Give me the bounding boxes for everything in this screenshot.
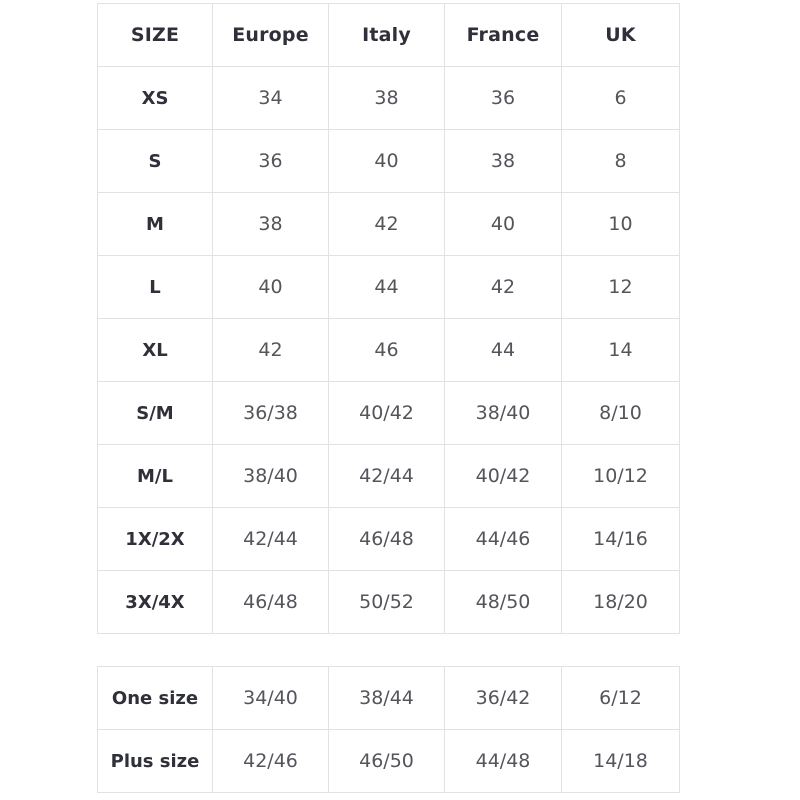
italy-value: 40/42	[329, 382, 445, 445]
europe-value: 46/48	[213, 571, 329, 634]
france-value: 44/46	[445, 508, 562, 571]
uk-value: 6/12	[562, 667, 680, 730]
table-row-xl	[98, 319, 680, 382]
uk-value: 14/18	[562, 730, 680, 793]
france-value: 42	[445, 256, 562, 319]
column-header-europe: Europe	[213, 4, 329, 67]
europe-value: 42/46	[213, 730, 329, 793]
italy-value: 44	[329, 256, 445, 319]
uk-value: 14	[562, 319, 680, 382]
europe-value: 38/40	[213, 445, 329, 508]
table-row-xs	[98, 67, 680, 130]
size-label: L	[98, 256, 213, 319]
italy-value: 38/44	[329, 667, 445, 730]
table-row-plus-size	[98, 730, 680, 793]
france-value: 48/50	[445, 571, 562, 634]
size-label: 1X/2X	[98, 508, 213, 571]
size-label: XS	[98, 67, 213, 130]
france-value: 36/42	[445, 667, 562, 730]
table-row-sm	[98, 382, 680, 445]
europe-value: 34/40	[213, 667, 329, 730]
italy-value: 42	[329, 193, 445, 256]
size-conversion-table-main	[97, 3, 680, 634]
italy-value: 46	[329, 319, 445, 382]
size-label: XL	[98, 319, 213, 382]
uk-value: 10/12	[562, 445, 680, 508]
uk-value: 10	[562, 193, 680, 256]
europe-value: 38	[213, 193, 329, 256]
europe-value: 42	[213, 319, 329, 382]
europe-value: 36	[213, 130, 329, 193]
france-value: 44	[445, 319, 562, 382]
europe-value: 40	[213, 256, 329, 319]
uk-value: 12	[562, 256, 680, 319]
europe-value: 34	[213, 67, 329, 130]
italy-value: 46/50	[329, 730, 445, 793]
column-header-size: SIZE	[98, 4, 213, 67]
uk-value: 8/10	[562, 382, 680, 445]
europe-value: 36/38	[213, 382, 329, 445]
column-header-uk: UK	[562, 4, 680, 67]
italy-value: 46/48	[329, 508, 445, 571]
table-row-l	[98, 256, 680, 319]
size-conversion-tables	[97, 0, 679, 793]
table-row-1x2x	[98, 508, 680, 571]
table-row-one-size	[98, 667, 680, 730]
column-header-italy: Italy	[329, 4, 445, 67]
size-label: One size	[98, 667, 213, 730]
europe-value: 42/44	[213, 508, 329, 571]
france-value: 38/40	[445, 382, 562, 445]
italy-value: 40	[329, 130, 445, 193]
tables-divider-gap	[97, 634, 679, 666]
france-value: 36	[445, 67, 562, 130]
france-value: 40	[445, 193, 562, 256]
size-label: Plus size	[98, 730, 213, 793]
uk-value: 14/16	[562, 508, 680, 571]
italy-value: 38	[329, 67, 445, 130]
size-label: S	[98, 130, 213, 193]
size-label: M/L	[98, 445, 213, 508]
table-row-3x4x	[98, 571, 680, 634]
france-value: 44/48	[445, 730, 562, 793]
uk-value: 18/20	[562, 571, 680, 634]
header-row	[98, 4, 680, 67]
column-header-france: France	[445, 4, 562, 67]
size-label: 3X/4X	[98, 571, 213, 634]
size-label: S/M	[98, 382, 213, 445]
table-row-ml	[98, 445, 680, 508]
uk-value: 8	[562, 130, 680, 193]
uk-value: 6	[562, 67, 680, 130]
italy-value: 42/44	[329, 445, 445, 508]
size-conversion-table-secondary	[97, 666, 680, 793]
france-value: 38	[445, 130, 562, 193]
table-row-m	[98, 193, 680, 256]
table-row-s	[98, 130, 680, 193]
france-value: 40/42	[445, 445, 562, 508]
italy-value: 50/52	[329, 571, 445, 634]
size-label: M	[98, 193, 213, 256]
